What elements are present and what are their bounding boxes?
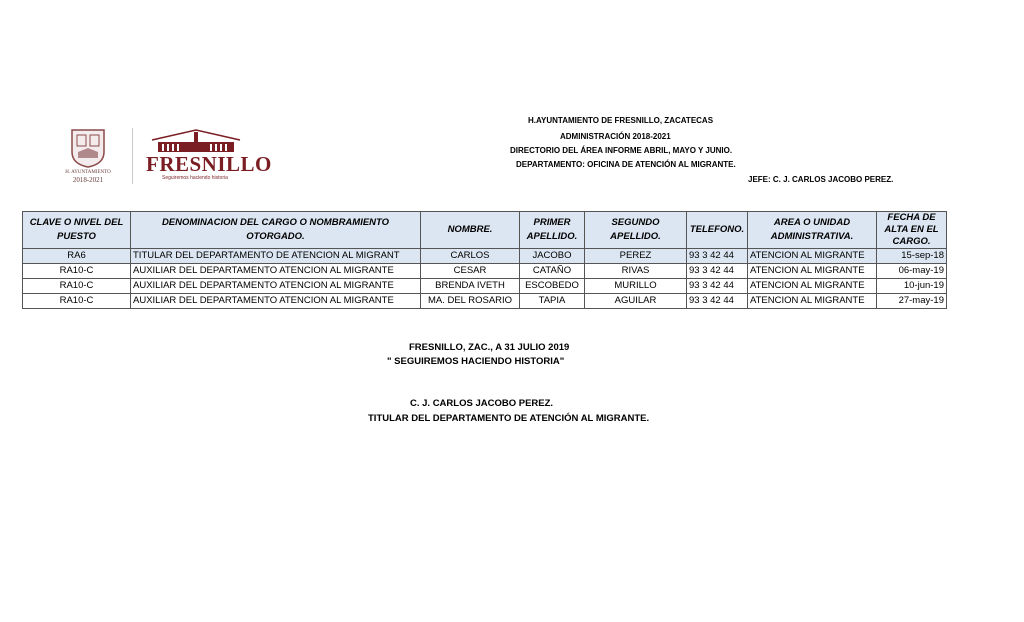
header-line-1: H.AYUNTAMIENTO DE FRESNILLO, ZACATECAS [528, 116, 714, 125]
header-line-3: DIRECTORIO DEL ÁREA INFORME ABRIL, MAYO Y JUNIO. [510, 146, 733, 155]
motto: " SEGUIREMOS HACIENDO HISTORIA" [387, 356, 565, 367]
column-header: FECHA DE ALTA EN EL CARGO. [877, 212, 947, 249]
column-header: PRIMER APELLIDO. [520, 212, 585, 249]
column-header: NOMBRE. [421, 212, 520, 249]
column-header: CLAVE O NIVEL DEL PUESTO [23, 212, 131, 249]
cell-clave: RA10-C [23, 279, 131, 294]
place-date: FRESNILLO, ZAC., A 31 JULIO 2019 [409, 342, 570, 353]
cell-segundo-apellido: RIVAS [585, 264, 687, 279]
header-line-5: JEFE: C. J. CARLOS JACOBO PEREZ. [748, 175, 894, 184]
cell-segundo-apellido: PEREZ [585, 249, 687, 264]
signer-title: TITULAR DEL DEPARTAMENTO DE ATENCIÓN AL MIGRANTE. [368, 413, 650, 424]
directory-table [22, 211, 947, 309]
cell-area: ATENCION AL MIGRANTE [748, 279, 877, 294]
municipal-seal-icon [68, 126, 108, 168]
header-line-2: ADMINISTRACIÓN 2018-2021 [560, 132, 671, 141]
brand-slogan: Seguiremos haciendo historia [162, 175, 228, 181]
cell-area: ATENCION AL MIGRANTE [748, 249, 877, 264]
cell-cargo: AUXILIAR DEL DEPARTAMENTO ATENCION AL MIGRANTE [131, 264, 421, 279]
column-header: AREA O UNIDAD ADMINISTRATIVA. [748, 212, 877, 249]
seal-years: 2018-2021 [72, 176, 104, 184]
brand-name: FRESNILLO [146, 152, 272, 176]
cell-cargo: TITULAR DEL DEPARTAMENTO DE ATENCION AL MIGRANT [131, 249, 421, 264]
table-row [23, 249, 947, 264]
header-line-4: DEPARTAMENTO: OFICINA DE ATENCIÓN AL MIGRANTE. [516, 160, 736, 169]
logo-block [64, 124, 272, 186]
cell-fecha: 10-jun-19 [877, 279, 947, 294]
table-row [23, 279, 947, 294]
cell-cargo: AUXILIAR DEL DEPARTAMENTO ATENCION AL MIGRANTE [131, 279, 421, 294]
logo-divider [132, 128, 133, 184]
cell-primer-apellido: ESCOBEDO [520, 279, 585, 294]
cell-segundo-apellido: AGUILAR [585, 294, 687, 309]
cell-fecha: 06-may-19 [877, 264, 947, 279]
cell-clave: RA6 [23, 249, 131, 264]
signer-name: C. J. CARLOS JACOBO PEREZ. [410, 398, 554, 409]
cell-telefono: 93 3 42 44 [687, 264, 748, 279]
cell-area: ATENCION AL MIGRANTE [748, 264, 877, 279]
cell-telefono: 93 3 42 44 [687, 294, 748, 309]
seal-text: H. AYUNTAMIENTO [65, 170, 111, 175]
table-row [23, 264, 947, 279]
cell-telefono: 93 3 42 44 [687, 279, 748, 294]
cell-telefono: 93 3 42 44 [687, 249, 748, 264]
cell-nombre: CARLOS [421, 249, 520, 264]
cell-nombre: BRENDA IVETH [421, 279, 520, 294]
cell-fecha: 15-sep-18 [877, 249, 947, 264]
cell-fecha: 27-may-19 [877, 294, 947, 309]
cell-cargo: AUXILIAR DEL DEPARTAMENTO ATENCION AL MIGRANTE [131, 294, 421, 309]
cell-nombre: MA. DEL ROSARIO [421, 294, 520, 309]
column-header: SEGUNDO APELLIDO. [585, 212, 687, 249]
cell-primer-apellido: TAPIA [520, 294, 585, 309]
cell-primer-apellido: JACOBO [520, 249, 585, 264]
cell-nombre: CESAR [421, 264, 520, 279]
cell-clave: RA10-C [23, 294, 131, 309]
cell-clave: RA10-C [23, 264, 131, 279]
table-header-row [23, 212, 947, 249]
column-header: TELEFONO. [687, 212, 748, 249]
cell-segundo-apellido: MURILLO [585, 279, 687, 294]
building-icon [150, 128, 242, 154]
cell-primer-apellido: CATAÑO [520, 264, 585, 279]
cell-area: ATENCION AL MIGRANTE [748, 294, 877, 309]
table-row [23, 294, 947, 309]
column-header: DENOMINACION DEL CARGO O NOMBRAMIENTO OTORGADO. [131, 212, 421, 249]
